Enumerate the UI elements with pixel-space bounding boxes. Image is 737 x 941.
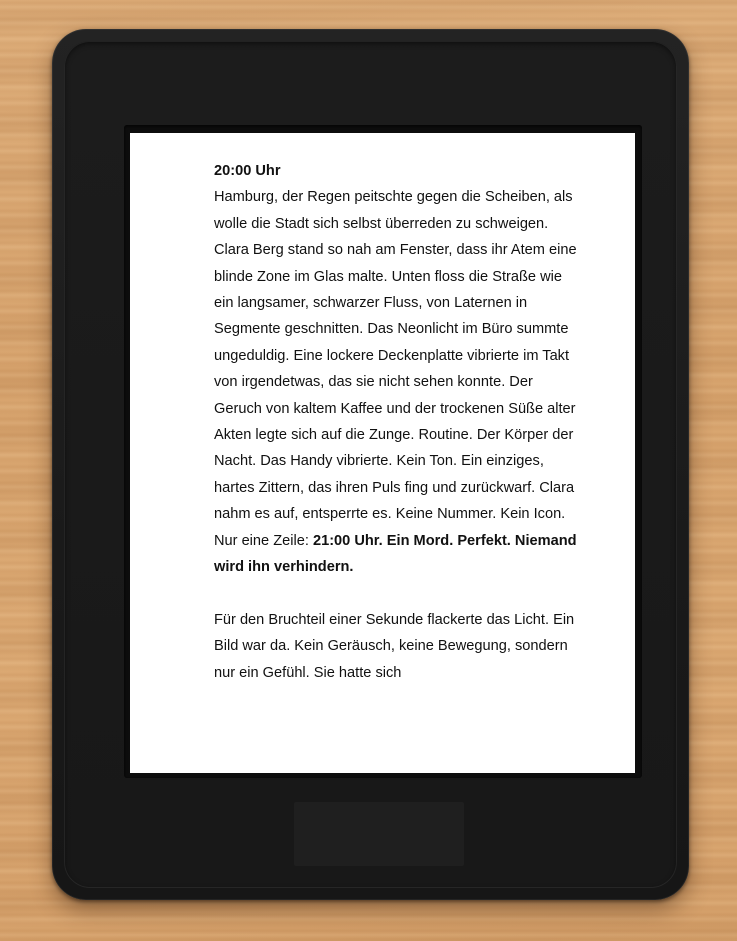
ereader-device xyxy=(52,29,689,900)
ereader-bezel xyxy=(64,41,677,888)
device-logo-plate xyxy=(294,802,464,866)
paragraph-text: Hamburg, der Regen peitschte gegen die Scheiben, als wolle die Stadt sich selbst überreden zu schweigen. Clara Berg stand so nah am Fenster, dass ihr Atem eine blinde Zone im Glas malte. Unten floss die Straße wie ein langsamer, schwarzer Fluss, von Laternen in Segmente geschnitten. Das Neonlicht im Büro summte ungeduldig. Eine lockere Deckenplatte vibrierte im Takt von irgendetwas, das sie nicht sehen konnte. Der Geruch von kaltem Kaffee und der trockenen Süße alter Akten legte sich auf die Zunge. Routine. Der Körper der Nacht. Das Handy vibrierte. Kein Ton. Ein einziges, hartes Zittern, das ihren Puls fing und zurückwarf. Clara nahm es auf, entsperrte es. Keine Nummer. Kein Icon. Nur eine Zeile: xyxy=(214,189,577,549)
threat-message-text: 21:00 Uhr. Ein Mord. Perfekt. Niemand wird ihn verhindern. xyxy=(214,532,577,576)
book-paragraph xyxy=(214,607,579,686)
paragraph-text: Für den Bruchteil einer Sekunde flackerte das Licht. Ein Bild war da. Kein Geräusch, keine Bewegung, sondern nur ein Gefühl. Sie hatte sich xyxy=(214,611,575,681)
book-page xyxy=(214,158,579,686)
book-paragraph xyxy=(214,158,579,581)
ereader-screen[interactable] xyxy=(130,133,635,773)
chapter-time-heading: 20:00 Uhr xyxy=(214,163,281,179)
